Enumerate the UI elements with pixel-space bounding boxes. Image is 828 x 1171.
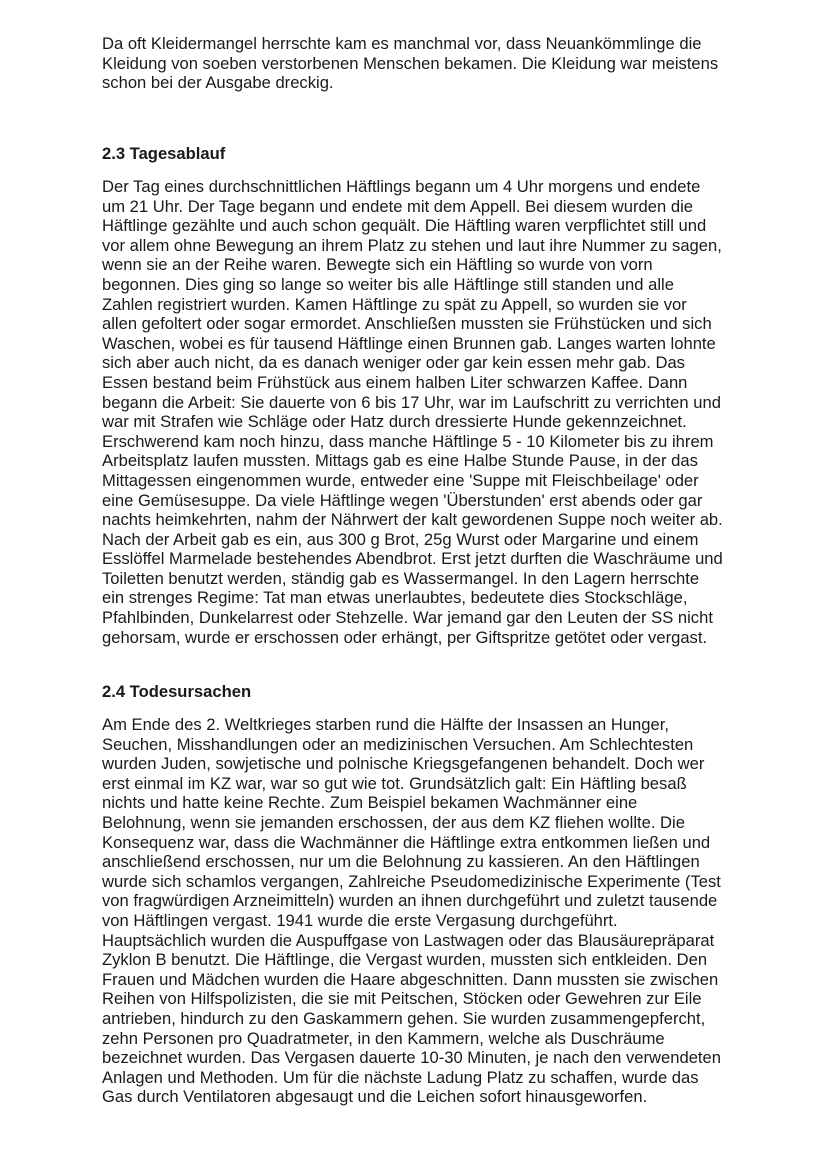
text-line: eine Gemüsesuppe. Da viele Häftlinge wegen 'Überstunden' erst abends oder gar: [102, 490, 703, 510]
text-line: nichts und hatte keine Rechte. Zum Beispiel bekamen Wachmänner eine: [102, 793, 638, 813]
text-line: Belohnung, wenn sie jemanden erschossen, der aus dem KZ fliehen wollte. Die: [102, 812, 685, 832]
heading-text: 2.3 Tagesablauf: [102, 144, 226, 163]
text-line: wurden Juden, sowjetische und polnische Kriegsgefangenen behandelt. Doch wer: [102, 754, 705, 774]
text-line: nachts heimkehrten, nahm der Nährwert der kalt gewordenen Suppe noch weiter ab.: [102, 510, 723, 530]
text-line: Hauptsächlich wurden die Auspuffgase von Lastwagen oder das Blausäurepräparat: [102, 930, 715, 950]
text-line: Zyklon B benutzt. Die Häftlinge, die Vergast wurden, mussten sich entkleiden. Den: [102, 950, 708, 970]
text-line: Da oft Kleidermangel herrschte kam es manchmal vor, dass Neuankömmlinge die: [102, 34, 702, 53]
text-line: anschließend erschossen, nur um die Belohnung zu kassieren. An den Häftlingen: [102, 852, 700, 872]
text-line: von Häftlingen vergast. 1941 wurde die erste Vergasung durchgeführt.: [102, 910, 618, 930]
text-line: erst einmal im KZ war, war so gut wie tot. Grundsätzlich galt: Ein Häftling besaß: [102, 773, 687, 793]
text-line: allen gefoltert oder sogar ermordet. Anschließen mussten sie Frühstücken und sich: [102, 314, 712, 334]
text-line: sich aber auch nicht, da es danach weniger oder gar kein essen mehr gab. Das: [102, 353, 685, 373]
text-line: Arbeitsplatz laufen mussten. Mittags gab es eine Halbe Stunde Pause, in der das: [102, 451, 698, 471]
text-line: wurde sich schamlos vergangen, Zahlreiche Pseudomedizinische Experimente (Test: [102, 871, 721, 891]
text-line: Seuchen, Misshandlungen oder an medizinischen Versuchen. Am Schlechtesten: [102, 734, 694, 754]
text-line: um 21 Uhr. Der Tage begann und endete mit dem Appell. Bei diesem wurden die: [102, 196, 693, 216]
text-line: begonnen. Dies ging so lange so weiter bis alle Häftlinge still standen und alle: [102, 274, 674, 294]
text-line: von fragwürdigen Arzneimitteln) wurden an ihnen durchgeführt und zuletzt tausende: [102, 891, 718, 911]
text-line: Reihen von Hilfspolizisten, die sie mit Peitschen, Stöcken oder Gewehren zur Eile: [102, 989, 702, 1009]
text-line: Häftlinge gezählte und auch schon gequält. Die Häftling waren verpflichtet still und: [102, 216, 707, 236]
text-line: Gas durch Ventilatoren abgesaugt und die Leichen sofort hinausgeworfen.: [102, 1087, 648, 1107]
text-line: Waschen, wobei es für tausend Häftlinge einen Brunnen gab. Langes warten lohnte: [102, 333, 716, 353]
section-2-3-paragraph: [102, 177, 723, 647]
text-line: Essen bestand beim Frühstück aus einem halben Liter schwarzen Kaffee. Dann: [102, 372, 688, 392]
text-line: Konsequenz war, dass die Wachmänner die Häftlinge extra entkommen ließen und: [102, 832, 711, 852]
text-line: zehn Personen pro Quadratmeter, in den Kammern, welche als Duschräume: [102, 1028, 665, 1048]
text-line: vor allem ohne Bewegung an ihrem Platz zu stehen und laut ihre Nummer zu sagen,: [102, 235, 722, 255]
text-line: antrieben, hindurch zu den Gaskammern gehen. Sie wurden zusammengepfercht,: [102, 1008, 706, 1028]
text-line: gehorsam, wurde er erschossen oder erhängt, per Giftspritze getötet oder vergast.: [102, 627, 708, 647]
section-heading-2-3: [102, 144, 225, 164]
text-line: Erschwerend kam noch hinzu, dass manche Häftlinge 5 - 10 Kilometer bis zu ihrem: [102, 431, 714, 451]
text-line: bezeichnet wurden. Das Vergasen dauerte 10-30 Minuten, je nach den verwendeten: [102, 1048, 721, 1068]
text-line: Zahlen registriert wurden. Kamen Häftlinge zu spät zu Appell, so wurden sie vor: [102, 294, 687, 314]
section-2-4-paragraph: [102, 715, 721, 1107]
text-line: Am Ende des 2. Weltkrieges starben rund die Hälfte der Insassen an Hunger,: [102, 715, 669, 734]
heading-text: 2.4 Todesursachen: [102, 682, 252, 701]
text-line: Mittagessen eingenommen wurde, entweder eine 'Suppe mit Fleischbeilage' oder: [102, 470, 699, 490]
text-line: Pfahlbinden, Dunkelarrest oder Stehzelle. War jemand gar den Leuten der SS nicht: [102, 608, 713, 628]
text-line: Esslöffel Marmelade bestehendes Abendbrot. Erst jetzt durften die Waschräume und: [102, 549, 723, 569]
text-line: Kleidung von soeben verstorbenen Menschen bekamen. Die Kleidung war meistens: [102, 53, 719, 73]
text-line: wenn sie an der Reihe waren. Bewegte sich ein Häftling so wurde von vorn: [102, 255, 653, 275]
text-line: Frauen und Mädchen wurden die Haare abgeschnitten. Dann mussten sie zwischen: [102, 969, 719, 989]
text-line: schon bei der Ausgabe dreckig.: [102, 73, 334, 93]
section-heading-2-4: [102, 682, 251, 702]
text-line: begann die Arbeit: Sie dauerte von 6 bis 17 Uhr, war im Laufschritt zu verrichten und: [102, 392, 721, 412]
text-line: Toiletten benutzt werden, ständig gab es Wassermangel. In den Lagern herrschte: [102, 568, 700, 588]
text-line: Anlagen und Methoden. Um für die nächste Ladung Platz zu schaffen, wurde das: [102, 1067, 699, 1087]
text-line: Der Tag eines durchschnittlichen Häftlings begann um 4 Uhr morgens und endete: [102, 177, 701, 196]
text-line: Nach der Arbeit gab es ein, aus 300 g Brot, 25g Wurst oder Margarine und einem: [102, 529, 699, 549]
text-line: war mit Strafen wie Schläge oder Hatz durch dressierte Hunde gekennzeichnet.: [102, 412, 687, 432]
intro-paragraph: [102, 34, 718, 93]
text-line: ein strenges Regime: Tat man etwas unerlaubtes, bedeutete dies Stockschläge,: [102, 588, 688, 608]
